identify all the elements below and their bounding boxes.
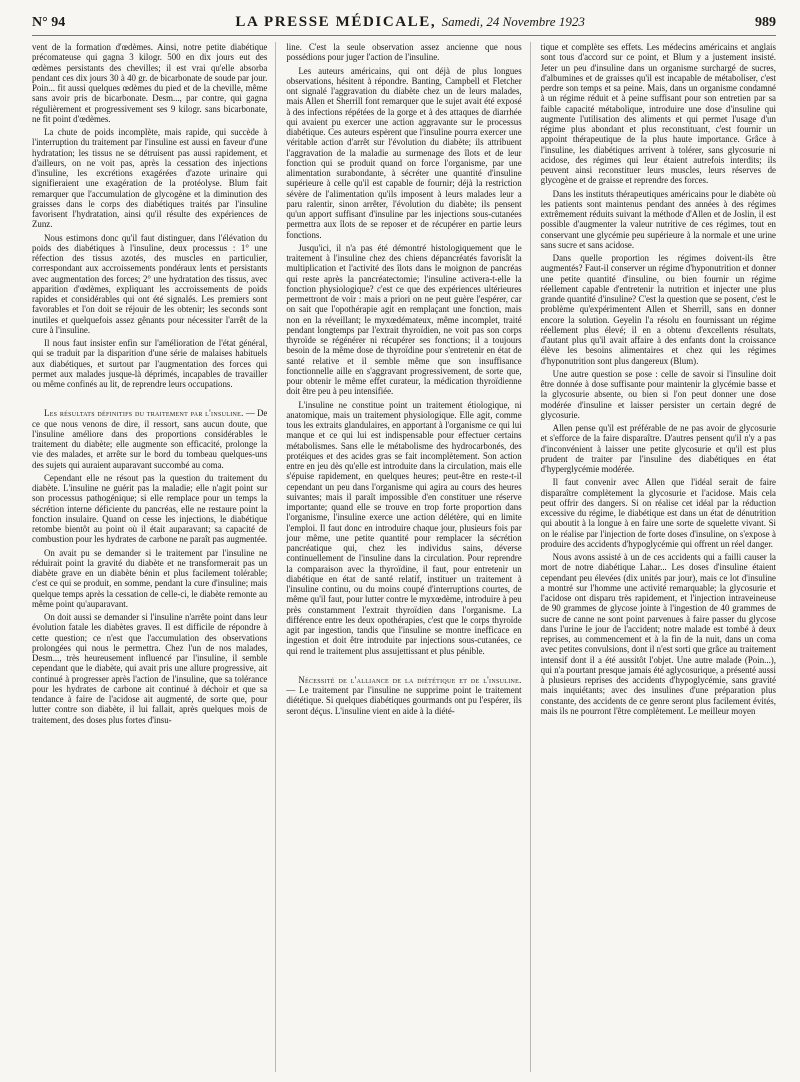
section-paragraph xyxy=(32,408,267,470)
masthead-title xyxy=(235,14,584,31)
section-gap xyxy=(32,392,267,408)
section-heading: Nécessité de l'alliance de la diététique et de l'insuline. xyxy=(298,674,522,685)
paragraph: line. C'est la seule observation assez ancienne que nous possédions pour juger l'action de l'insuline. xyxy=(286,42,522,63)
section-paragraph xyxy=(286,675,521,716)
page-number: 989 xyxy=(755,15,776,30)
paragraph: Il nous faut insister enfin sur l'amélioration de l'état général, qui se traduit par la disparition d'une série de malaises habituels aux diabétiques, et surtout par l'augmentation des forces qui permet aux malades jusque-là déprimés, incapables de travailler ou même confinés au lit, de reprendre leurs occupations. xyxy=(32,338,268,389)
paragraph: On doit aussi se demander si l'insuline n'arrête point dans leur évolution fatale les diabètes graves. Il est difficile de répondre à cette question; ce n'est que l'accumulation des observations prolongées qui nous le permettra. Chez l'un de nos malades, Desm..., très heureusement influencé par l'insuline, il semble cependant que le diabète, qui avait pris une allure progressive, ait continué à progresser après l'action de l'insuline, que sa tolérance pour les hydrates de carbone ait continué à déchoir et que sa tendance à faire de l'acidose ait augmenté, de sorte que, pour lutter contre son diabète, il lui fallait, après quelques mois de traitement, des doses plus fortes d'insu- xyxy=(32,612,268,725)
issue-date: Samedi, 24 Novembre 1923 xyxy=(441,14,585,29)
paragraph: L'insuline ne constitue point un traitement étiologique, ni anatomique, mais un traitement physiologique. Elle agit, comme tous les extraits glandulaires, en apportant à l'organisme ce qui lui manque et ce qui lui est indispensable pour effectuer certains métabolismes. Sans elle le métabolisme des hydrocarbonés, des protéiques et des acides gras se fait incomplètement. Son action entre en jeu dès qu'elle est introduite dans la circulation, mais elle s'épuise rapidement, en quelques heures; peut-être en reste-t-il cependant un peu dans l'organisme qui agira au cours des heures suivantes; mais il paraît impossible d'en constituer une réserve importante; quand elle se trouve en trop forte proportion dans l'organisme, l'insuline exerce une action délétère, qui en limite l'emploi. Il faut donc en introduire chaque jour, plusieurs fois par jour même, une petite quantité pour remplacer la sécrétion pancréatique qui, chez les individus sains, déverse continuellement de l'insuline dans la circulation. Pour reprendre la comparaison avec la thyroïdine, il faut, pour entretenir un diabétique en état de santé relatif, instituer un traitement à l'insuline continu, ou du moins coupé d'interruptions courtes, de même qu'il faut, pour lutter contre le myxœdème, introduire à peu près constamment l'extrait thyroïdien dans l'organisme. La différence entre les deux opothérapies, c'est que le corps thyroïde agit par ingestion, tandis que l'insuline se montre inefficace en ingestion et doit être introduite par injections sous-cutanées, ce qui rend le traitement plus assujettissant et plus pénible. xyxy=(286,399,522,656)
paragraph: Il faut convenir avec Allen que l'idéal serait de faire disparaître complètement la glycosurie et l'acidose. Mais cela peut offrir des dangers. Si on réalise cet idéal par la réduction excessive du régime, le diabétique est dans un état de dénutrition qui aboutit à la longue à en faire une sorte de squelette vivant. Si on le réalise par l'injection de forte doses d'insuline, on s'expose à produire des accidents d'hypoglycémie qui offrent un réel danger. xyxy=(540,477,776,549)
page-header xyxy=(32,14,776,36)
section-gap xyxy=(286,659,521,675)
paragraph: La chute de poids incomplète, mais rapide, qui succède à l'interruption du traitement par l'insuline est aussi en faveur d'une hydratation; les tissus ne se détruisent pas aussi rapidement, et d'ailleurs, on ne voit pas, après la cessation des injections d'insuline, les excrétions exagérées d'azote urinaire qui signifieraient une exagération de la protéolyse. Blum fait remarquer que l'accumulation de glycogène et la diminution des graisses dans le corps des diabétiques traités par l'insuline favorisent l'hydratation, ainsi qu'il résulte des expériences de Zunz. xyxy=(32,127,268,230)
column-middle xyxy=(286,42,530,1072)
paragraph: Nous estimons donc qu'il faut distinguer, dans l'élévation du poids des diabétiques à l'insuline, deux processus : 1° une réfection des tissus azotés, des muscles en particulier, correspondant aux accroissements pondéraux lents et persistants avec augmentation des forces; 2° une hydratation des tissus, avec apparition d'œdèmes, expliquant les accroissements de poids rapides et considérables qui ont été signalés. Les premiers sont favorables et l'on doit se réjouir de les obtenir; les seconds sont inutiles et quelquefois assez gênants pour nécessiter l'arrêt de la cure à l'insuline. xyxy=(32,232,268,335)
paragraph: Une autre question se pose : celle de savoir si l'insuline doit être donnée à dose suffisante pour maintenir la glycémie basse et la glycosurie absente, ou bien si l'on peut donner une dose modérée d'insuline et laisser persister un certain degré de glycosurie. xyxy=(540,368,776,420)
paragraph: Dans quelle proportion les régimes doivent-ils être augmentés? Faut-il conserver un régime d'hyponutrition et donner une petite quantité d'insuline, ou bien fournir un régime réellement capable d'entretenir la nutrition et injecter une plus grande quantité d'insuline? C'est la question que se posent, c'est le problème qu'expérimentent Allen et Sherrill, sans en donner encore la solution. Geyelin l'a résolu en fournissant un régime réellement plus élevé; il en a obtenu d'excellents résultats, d'autant plus qu'il avait affaire à des enfants dont la croissance élève les besoins alimentaires et chez qui les régimes d'hyponutrition sont plus dangereux (Blum). xyxy=(540,253,776,366)
column-right xyxy=(541,42,776,1072)
paragraph: Allen pense qu'il est préférable de ne pas avoir de glycosurie et s'efforce de la faire disparaître. D'autres pensent qu'il n'y a pas d'inconvénient à laisser une petite glycosurie et qu'il est plus prudent de traiter par l'insuline des diabétiques en état d'hyperglycémie modérée. xyxy=(540,423,776,474)
paragraph-text: — De ce que nous venons de dire, il ressort, sans aucun doute, que l'insuline améliore dans des proportions considérables le traitement du diabète; elle augmente son efficacité, prolonge la vie des malades, et arrête sur le bord du tombeau quelques-uns des sujets qui auraient auparavant succombé au coma. xyxy=(32,408,268,470)
paragraph: Jusqu'ici, il n'a pas été démontré histologiquement que le traitement à l'insuline chez des chiens dépancréatés favorisât la multiplication et l'activité des îlots dans le moignon de pancréas qui reste après la pancréatectomie; l'insuline activera-t-elle la fonction physiologique? c'est ce que des expériences ultérieures permettront de voir : mais a priori on ne peut guère l'espérer, car on sait que l'opothérapie agit en remplaçant une fonction, mais non en la réveillant; le myxœdémateux, même incomplet, traité pendant longtemps par l'extrait thyroïdien, ne voit pas son corps thyroïde se régénérer ni récupérer ses fonctions; il a toujours besoin de la même dose de thyroïdine pour s'entretenir en état de santé relative et il semble même que son insuffisance fonctionnelle aille en s'aggravant progressivement, de sorte que, pour obtenir le même effet curateur, la médication thyroïdienne doit être peu à peu intensifiée. xyxy=(286,242,522,397)
paragraph-text: — Le traitement par l'insuline ne supprime point le traitement diététique. Si quelques diabétiques gourmands ont pu l'espérer, ils seront déçus. L'insuline vient en aide à la diété- xyxy=(286,685,522,716)
section-heading: Les résultats définitifs du traitement par l'insuline. xyxy=(44,408,244,419)
paragraph: Les auteurs américains, qui ont déjà de plus longues observations, hésitent à répondre. Banting, Campbell et Fletcher ont signalé l'aggravation du diabète chez un de leurs malades, mais Allen et Sherrill font remarquer que le sujet avait été exposé à des infections répétées de la gorge et à des attaques de diarrhée qui avaient pu exercer une action aggravante sur le processus diabétique. Ces auteurs espèrent que l'insuline pourra exercer une véritable action d'arrêt sur l'évolution du diabète; ils attribuent l'aggravation de la maladie au surmenage des îlots et de leur fonction qui se produit quand on force l'organisme, par une alimentation surabondante, à sécréter une quantité d'insuline supérieure à celle qu'il est capable de fournir; déjà la restriction sévère de l'alimentation qu'ils imposent à leurs malades leur a paru ralentir, sinon arrêter, l'évolution du diabète; ils pensent qu'un apport suffisant d'insuline par les injections sous-cutanées permettra aux îlots de se reposer et de récupérer en partie leurs fonctions. xyxy=(286,65,522,240)
paragraph: tique et complète ses effets. Les médecins américains et anglais sont tous d'accord sur ce point, et Blum y a justement insisté. Jeter un peu d'insuline dans un organisme surchargé de sucres, d'albumines et de graisses qu'il est incapable de métaboliser, c'est perdre son temps et sa peine. Mais, dans un organisme condamné à un régime réduit et à peine suffisant pour son entretien par sa faible capacité métabolique, introduire une dose d'insuline qui augmente l'utilisation des aliments et qui permet l'usage d'un régime plus abondant et plus reconstituant, c'est fournir un appoint thérapeutique de la plus haute importance. Grâce à l'insuline, les diabétiques arrivent à tolérer, sans glycosurie ni acidose, des régimes qui leur étaient autrefois interdits; ils peuvent ainsi reconstituer leurs muscles, leurs réserves de glycogène et de graisse et reprendre des forces. xyxy=(540,42,776,186)
paragraph: Dans les instituts thérapeutiques américains pour le diabète où les patients sont maintenus pendant des années à des régimes extrêmement réduits suivant la méthode d'Allen et de Joslin, il est possible d'augmenter la valeur nutritive de ces régimes, tout en conservant une glycémie peu supérieure à la normale et une urine sans sucre et sans acidose. xyxy=(540,188,776,250)
journal-name: LA PRESSE MÉDICALE, xyxy=(235,14,437,30)
article-columns xyxy=(32,42,776,1072)
paragraph: Cependant elle ne résout pas la question du traitement du diabète. L'insuline ne guérit pas la maladie; elle n'agit point sur son processus pathogénique; si elle remplace pour un temps la sécrétion interne déficiente du pancréas, elle ne restaure point la fonction insulaire. Quand on cesse les injections, le diabétique retombe bientôt au point où il était auparavant; sa capacité de combustion pour les hydrates de carbone ne paraît pas augmentée. xyxy=(32,472,268,545)
paragraph: On avait pu se demander si le traitement par l'insuline ne réduirait point la gravité du diabète et ne transformerait pas un diabète grave en un diabète bénin et plus facilement tolérable; c'est ce qui se produit, en somme, pendant la cure d'insuline; mais quelque temps après la cessation de celle-ci, le diabète remonte au même point qu'auparavant. xyxy=(32,547,268,609)
paragraph: Nous avons assisté à un de ces accidents qui a failli causer la mort de notre diabétique Lahar... Les doses d'insuline étaient cependant peu élevées (dix unités par jour), mais ce lot d'insuline a montré sur l'homme une activité remarquable; la glycosurie et l'acidose ont disparu très rapidement, et l'injection intraveineuse de 90 grammes de glycose jointe à l'ingestion de 40 grammes de sucre de canne ne sont point parvenues à faire passer du glycose dans l'urine le jour de l'accident; notre malade est tombé à deux reprises, au commencement et à la fin de la nuit, dans un coma avec petites convulsions, dont il n'est sorti que grâce au traitement intensif dont il a été aussitôt l'objet. Une autre malade (Poin...), qui n'a pourtant presque jamais été aglycosurique, a présenté aussi à plusieurs reprises des accidents d'hypoglycémie, sans gravité mais inquiétants; avec des insulines d'une préparation plus constante, des accidents de ce genre seront plus facilement évités, mais ils ne pourront l'être complètement. Le meilleur moyen xyxy=(540,552,776,716)
paragraph: vent de la formation d'œdèmes. Ainsi, notre petite diabétique précomateuse qui gagna 3 kilogr. 500 en dix jours eut des œdèmes persistants des chevilles; il est vrai qu'elle absorba pendant ces dix jours 30 à 40 gr. de bicarbonate de soude par jour. Poin... fit aussi quelques œdèmes du pied et de la cheville, même sans avoir pris de bicarbonate. Desm..., par contre, qui gagna régulièrement et progressivement ses 9 kilogr. sans bicarbonate, ne fit point d'œdèmes. xyxy=(32,42,268,124)
issue-number: N° 94 xyxy=(32,15,66,30)
column-left xyxy=(32,42,276,1072)
